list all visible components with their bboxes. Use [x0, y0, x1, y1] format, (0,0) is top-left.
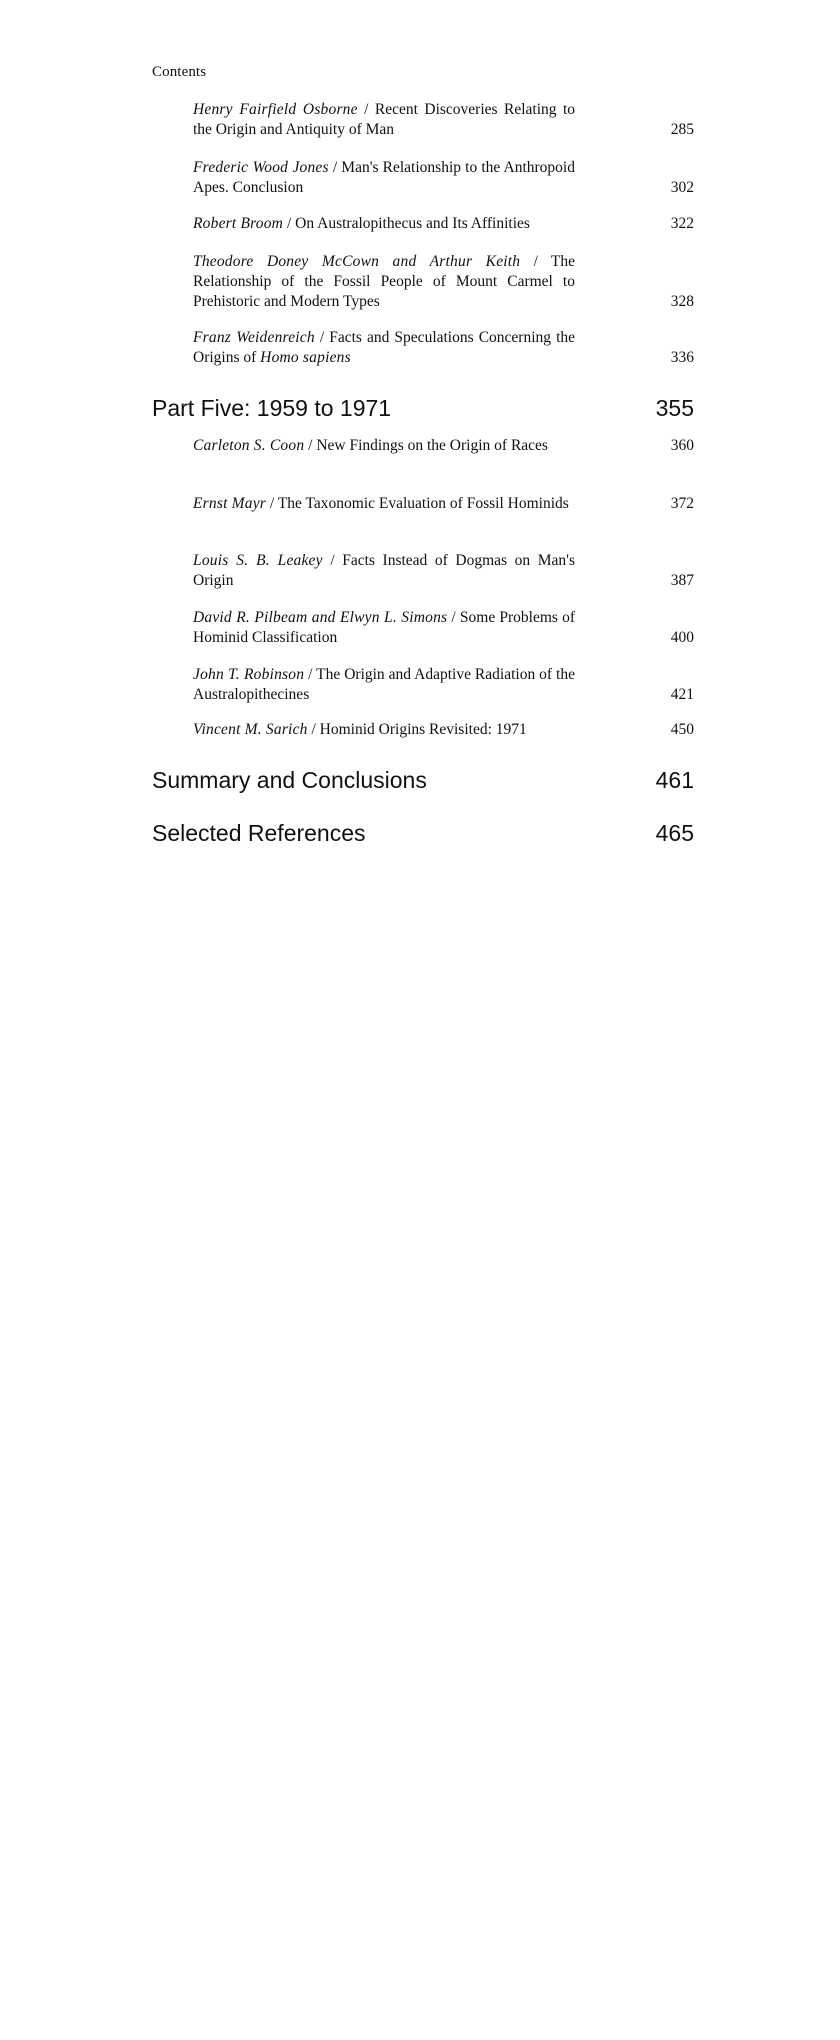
toc-entry-page: 400 — [670, 629, 694, 646]
toc-entry-text: John T. Robinson / The Origin and Adaptive Radiation of the Australopithecines — [193, 666, 575, 703]
toc-entry — [193, 214, 694, 234]
toc-entry-title: On Australopithecus and Its Affinities — [295, 215, 530, 232]
toc-entry-text: Robert Broom / On Australopithecus and Its Affinities — [193, 215, 530, 232]
toc-entry-page: 336 — [670, 349, 694, 366]
toc-entry-author: Vincent M. Sarich — [193, 721, 308, 738]
toc-entry-author: Ernst Mayr — [193, 495, 267, 512]
toc-entry-text: Frederic Wood Jones / Man's Relationship to the Anthropoid Apes. Conclusion — [193, 159, 575, 196]
toc-entry-title: Facts and Speculations Concerning the Origins of — [193, 329, 575, 366]
toc-entry-page: 421 — [670, 686, 694, 703]
toc-entry-text: Carleton S. Coon / New Findings on the Origin of Races — [193, 437, 548, 454]
toc-entry-text: Vincent M. Sarich / Hominid Origins Revisited: 1971 — [193, 721, 527, 738]
toc-entry-text: Henry Fairfield Osborne / Recent Discoveries Relating to the Origin and Antiquity of Man — [193, 101, 576, 138]
section-title: Part Five: 1959 to 1971 — [152, 395, 392, 421]
section-heading-summary — [152, 766, 694, 794]
toc-entry-text: David R. Pilbeam and Elwyn L. Simons / Some Problems of Hominid Classification — [193, 609, 575, 646]
toc-entry-text: Franz Weidenreich / Facts and Speculations Concerning the Origins of Homo sapiens — [193, 329, 575, 366]
toc-entry-page: 322 — [670, 215, 694, 232]
toc-entry-text: Ernst Mayr / The Taxonomic Evaluation of Fossil Hominids — [193, 495, 569, 512]
toc-entry-page: 387 — [670, 572, 694, 589]
toc-entry-text: Theodore Doney McCown and Arthur Keith / The Relationship of the Fossil People of Mount Carmel to Prehistoric and Modern Types — [193, 253, 576, 310]
toc-entry-title: Facts Instead of Dogmas on Man's Origin — [193, 552, 576, 589]
toc-entry-title: Man's Relationship to the Anthropoid Apes. Conclusion — [193, 159, 575, 196]
toc-entry-page: 328 — [670, 293, 694, 310]
toc-entry-author: Franz Weidenreich — [193, 329, 315, 346]
toc-entry-title-italic: Homo sapiens — [260, 349, 351, 366]
toc-entry — [193, 665, 694, 705]
toc-entry-title: Recent Discoveries Relating to the Origin and Antiquity of Man — [193, 101, 576, 138]
toc-entry-author: Frederic Wood Jones — [193, 159, 329, 176]
section-page: 355 — [655, 395, 694, 421]
section-page: 461 — [655, 767, 694, 793]
section-page: 465 — [655, 820, 694, 846]
toc-entry-title: The Relationship of the Fossil People of Mount Carmel to Prehistoric and Modern Types — [193, 253, 576, 310]
toc-entry-text: Louis S. B. Leakey / Facts Instead of Dogmas on Man's Origin — [193, 552, 576, 589]
toc-entry-page: 302 — [670, 179, 694, 196]
toc-entry-page: 360 — [670, 437, 694, 454]
toc-entry-author: Carleton S. Coon — [193, 437, 305, 454]
section-title: Summary and Conclusions — [152, 767, 427, 793]
section-heading-part-five — [152, 394, 694, 422]
toc-entry-page: 285 — [670, 121, 694, 138]
toc-entry-title: The Origin and Adaptive Radiation of the Australopithecines — [193, 666, 575, 703]
toc-entry-title: Some Problems of Hominid Classification — [193, 609, 575, 646]
toc-entry — [193, 100, 694, 140]
toc-entry — [193, 436, 694, 456]
toc-entry — [193, 252, 694, 312]
toc-entry-author: John T. Robinson — [193, 666, 305, 683]
toc-entry-title: New Findings on the Origin of Races — [316, 437, 548, 454]
toc-entry — [193, 608, 694, 648]
toc-entry-title: The Taxonomic Evaluation of Fossil Hominids — [277, 495, 569, 512]
toc-entry — [193, 551, 694, 591]
toc-entry-author: Robert Broom — [193, 215, 284, 232]
section-heading-references — [152, 819, 694, 847]
toc-entry-title: Hominid Origins Revisited: 1971 — [319, 721, 527, 738]
toc-entry-author: Theodore Doney McCown and Arthur Keith — [193, 253, 521, 270]
toc-entry-author: David R. Pilbeam and Elwyn L. Simons — [193, 609, 448, 626]
running-head: Contents — [152, 64, 207, 80]
toc-entry — [193, 158, 694, 198]
toc-entry — [193, 494, 694, 514]
toc-entry-author: Louis S. B. Leakey — [193, 552, 323, 569]
toc-entry — [193, 328, 694, 368]
toc-entry-page: 450 — [670, 721, 694, 738]
toc-entry-page: 372 — [670, 495, 694, 512]
toc-entry — [193, 720, 694, 740]
toc-entry-author: Henry Fairfield Osborne — [193, 101, 358, 118]
section-title: Selected References — [152, 820, 366, 846]
